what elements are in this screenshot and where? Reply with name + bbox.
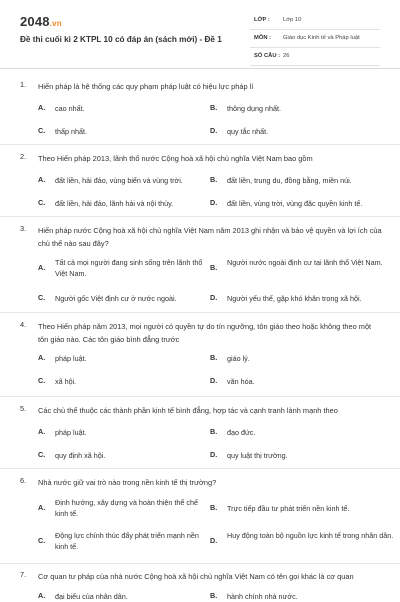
site-logo[interactable] — [20, 14, 62, 29]
question-divider — [0, 468, 400, 469]
option-letter: B. — [210, 427, 218, 436]
option-letter: A. — [38, 263, 46, 272]
option-text: quy tắc nhất. — [227, 127, 269, 136]
option-text: đất liền, trung du, đồng bằng, miền núi. — [227, 176, 352, 185]
option-text: quy luật thị trường. — [227, 451, 288, 460]
option-letter: B. — [210, 263, 218, 272]
option-text: quy định xã hội. — [55, 451, 106, 460]
meta-value: 26 — [283, 53, 290, 59]
meta-value: Giáo dục Kinh tế và Pháp luật — [283, 35, 360, 41]
page-header — [0, 0, 400, 64]
question-text: Hiến pháp nước Cộng hoà xã hội chủ nghĩa Việt Nam năm 2013 ghi nhận và bảo vệ quyền và lợi ích của chủ thể nào sau đây? — [38, 226, 382, 248]
option-letter: C. — [38, 293, 46, 302]
meta-row-class — [250, 12, 380, 30]
meta-row-subject — [250, 30, 380, 48]
question-number: 5. — [20, 404, 27, 413]
option-letter: A. — [38, 427, 46, 436]
meta-key: LỚP : — [254, 17, 270, 23]
page-title: Đề thi cuối kì 2 KTPL 10 có đáp án (sách mới) - Đề 1 — [20, 35, 222, 44]
question-number: 3. — [20, 224, 27, 233]
logo-suffix: .vn — [49, 19, 62, 28]
option-letter: A. — [38, 503, 46, 512]
option-letter: D. — [210, 293, 218, 302]
question-7 — [0, 570, 400, 600]
option-letter: D. — [210, 450, 218, 459]
option-text: Động lực chính thúc đẩy phát triển mạnh nền kinh tế. — [55, 531, 199, 551]
option-text: hành chính nhà nước. — [227, 592, 298, 601]
option-letter: D. — [210, 198, 218, 207]
question-text: Theo Hiến pháp 2013, lãnh thổ nước Cộng hoà xã hội chủ nghĩa Việt Nam bao gồm — [38, 154, 313, 163]
question-number: 7. — [20, 570, 27, 579]
option-letter: B. — [210, 175, 218, 184]
option-text: Người yếu thế, gặp khó khăn trong xã hội. — [227, 294, 362, 303]
question-text: Các chủ thể thuộc các thành phần kinh tế bình đẳng, hợp tác và cạnh tranh lành mạnh theo — [38, 406, 338, 415]
option-text: Người gốc Việt định cư ở nước ngoài. — [55, 294, 177, 303]
option-text: cao nhất. — [55, 104, 85, 113]
option-text: Định hướng, xây dựng và hoàn thiện thể chế kinh tế. — [55, 498, 199, 518]
option-text: thông dụng nhất. — [227, 104, 281, 113]
option-letter: A. — [38, 353, 46, 362]
option-text: đất liền, hải đảo, vùng biển và vùng trời. — [55, 176, 183, 185]
exam-meta-table — [250, 12, 380, 66]
option-letter: C. — [38, 450, 46, 459]
option-text: văn hóa. — [227, 377, 255, 386]
option-letter: A. — [38, 591, 46, 600]
question-divider — [0, 396, 400, 397]
option-letter: C. — [38, 126, 46, 135]
option-text: pháp luật. — [55, 354, 87, 363]
question-number: 1. — [20, 80, 27, 89]
option-letter: B. — [210, 503, 218, 512]
option-letter: D. — [210, 126, 218, 135]
question-text: Theo Hiến pháp năm 2013, mọi người có quyền tự do tín ngưỡng, tôn giáo theo hoặc không theo một tôn giáo nào. Các tôn giáo bình đẳng trước — [38, 322, 372, 344]
option-letter: B. — [210, 591, 218, 600]
meta-value: Lớp 10 — [283, 17, 302, 23]
question-2 — [0, 152, 400, 212]
option-text: xã hội. — [55, 377, 77, 386]
option-letter: B. — [210, 353, 218, 362]
option-text: thấp nhất. — [55, 127, 87, 136]
question-4 — [0, 320, 400, 392]
option-text: đạo đức. — [227, 428, 256, 437]
question-text: Hiến pháp là hệ thống các quy phạm pháp luật có hiệu lực pháp lí — [38, 82, 254, 91]
option-text: Trực tiếp đầu tư phát triển nền kinh tế. — [227, 504, 350, 513]
option-letter: C. — [38, 376, 46, 385]
option-letter: B. — [210, 103, 218, 112]
question-1 — [0, 80, 400, 140]
option-letter: D. — [210, 536, 218, 545]
meta-key: SỐ CÂU : — [254, 53, 281, 59]
option-text: đất liền, vùng trời, vùng đặc quyền kinh tế. — [227, 199, 363, 208]
option-text: Tất cả mọi người đang sinh sống trên lãnh thổ Việt Nam. — [55, 258, 203, 278]
option-text: đại biểu của nhân dân. — [55, 592, 128, 601]
option-letter: A. — [38, 103, 46, 112]
option-text: đất liền, hải đảo, lãnh hải và nội thủy. — [55, 199, 174, 208]
question-text: Cơ quan tư pháp của nhà nước Cộng hoà xã hội chủ nghĩa Việt Nam có tên gọi khác là cơ quan — [38, 572, 354, 581]
question-divider — [0, 312, 400, 313]
option-letter: C. — [38, 198, 46, 207]
question-number: 4. — [20, 320, 27, 329]
option-letter: D. — [210, 376, 218, 385]
meta-key: MÔN : — [254, 35, 272, 41]
question-number: 2. — [20, 152, 27, 161]
header-divider — [0, 68, 400, 69]
question-divider — [0, 216, 400, 217]
question-6 — [0, 476, 400, 560]
question-5 — [0, 404, 400, 464]
question-3 — [0, 224, 400, 308]
option-text: Người nước ngoài định cư tại lãnh thổ Việt Nam. — [227, 258, 383, 267]
option-text: pháp luật. — [55, 428, 87, 437]
question-divider — [0, 144, 400, 145]
question-number: 6. — [20, 476, 27, 485]
question-text: Nhà nước giữ vai trò nào trong nền kinh tế thị trường? — [38, 478, 217, 487]
option-text: Huy động toàn bộ nguồn lực kinh tế trong nhân dân. — [227, 531, 394, 540]
option-letter: C. — [38, 536, 46, 545]
logo-main: 2048 — [20, 14, 50, 29]
meta-row-question-count — [250, 48, 380, 66]
option-letter: A. — [38, 175, 46, 184]
option-text: giáo lý. — [227, 354, 250, 363]
question-divider — [0, 563, 400, 564]
